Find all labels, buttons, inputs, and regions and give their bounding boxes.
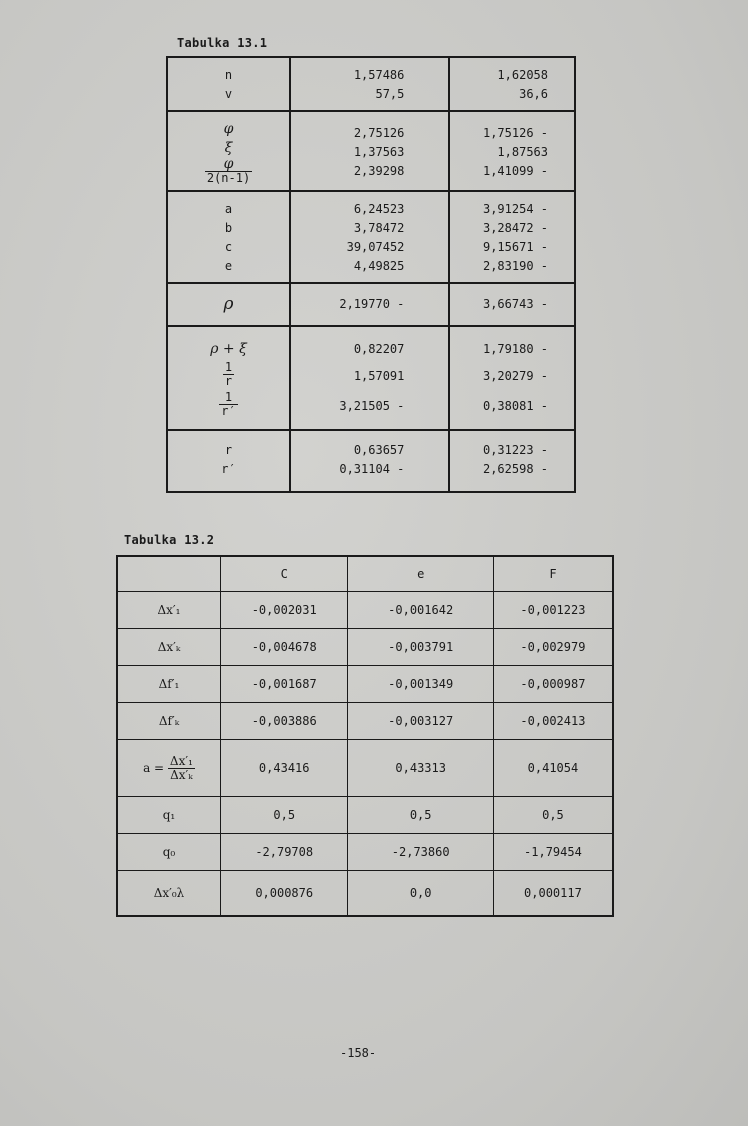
table-row — [117, 797, 613, 834]
cell-value: 39,07452 — [346, 240, 405, 254]
cell-value: 2,19770 - — [339, 297, 405, 311]
header-cell: C — [220, 556, 348, 592]
cell-value: -0,001223 — [493, 592, 613, 629]
fraction-numerator: φ — [205, 158, 252, 172]
row-label: r — [224, 443, 233, 457]
page-number: -158- — [340, 1046, 377, 1060]
cell-value: 1,57091 — [353, 369, 405, 383]
cell-value: -0,000987 — [493, 666, 613, 703]
cell-value: 0,5 — [348, 797, 493, 834]
cell-value: -0,004678 — [220, 629, 348, 666]
fraction-numerator: 1 — [224, 360, 233, 374]
table-row — [117, 834, 613, 871]
cell-value: 3,20279 - — [482, 369, 548, 383]
table-row — [117, 740, 613, 797]
row-label: n — [224, 68, 233, 82]
cell-value: -0,001687 — [220, 666, 348, 703]
cell-value: 3,21505 - — [339, 399, 405, 413]
cell-value: -2,79708 — [220, 834, 348, 871]
table1-caption: Tabulka 13.1 — [177, 36, 268, 50]
table1-group — [167, 191, 575, 283]
header-cell: F — [493, 556, 613, 592]
table-row — [117, 703, 613, 740]
table2 — [116, 555, 614, 917]
cell-value: 1,41099 - — [482, 163, 548, 178]
cell-value: 0,000117 — [493, 871, 613, 917]
cell-value: 1,37563 — [353, 144, 405, 159]
cell-value: -0,001349 — [348, 666, 493, 703]
fraction-denominator: Δx′ₖ — [170, 767, 193, 782]
table2-header-row — [117, 556, 613, 592]
cell-value: 4,49825 — [353, 259, 405, 273]
cell-value: 0,43313 — [348, 740, 493, 797]
row-label: e — [224, 259, 233, 273]
row-label: a — [224, 202, 233, 216]
fraction-label — [205, 158, 252, 185]
fraction-numerator: 1 — [219, 391, 237, 405]
cell-value: 0,43416 — [220, 740, 348, 797]
row-label: ρ — [223, 294, 234, 314]
table-row — [117, 629, 613, 666]
cell-value: 3,66743 - — [482, 297, 548, 311]
table1 — [166, 56, 576, 493]
cell-value: -0,003791 — [348, 629, 493, 666]
row-label: Δx′₀λ — [117, 871, 220, 917]
cell-value: -0,002979 — [493, 629, 613, 666]
cell-value: 2,62598 - — [482, 462, 548, 476]
cell-value: 0,31104 - — [339, 462, 405, 476]
row-label: Δf′ₖ — [117, 703, 220, 740]
cell-value: 0,5 — [220, 797, 348, 834]
fraction-label — [219, 391, 237, 418]
table1-group — [167, 326, 575, 430]
table1-group — [167, 283, 575, 326]
cell-value: 36,6 — [519, 87, 548, 101]
cell-value: 1,79180 - — [482, 342, 548, 356]
row-label: ρ + ξ — [210, 341, 247, 357]
cell-value: 3,78472 — [353, 221, 405, 235]
cell-value: -0,002413 — [493, 703, 613, 740]
cell-value: 6,24523 — [353, 202, 405, 216]
cell-value: 3,28472 - — [482, 221, 548, 235]
cell-value: 2,39298 — [353, 163, 405, 178]
row-label: v — [224, 87, 233, 101]
cell-value: -1,79454 — [493, 834, 613, 871]
row-label: φ — [223, 121, 234, 137]
header-cell — [117, 556, 220, 592]
table2-caption: Tabulka 13.2 — [124, 533, 215, 547]
table-row — [117, 666, 613, 703]
table-row — [117, 871, 613, 917]
table1-group — [167, 57, 575, 111]
cell-value: -2,73860 — [348, 834, 493, 871]
fraction-denominator: r — [224, 374, 233, 388]
cell-value: -0,003127 — [348, 703, 493, 740]
row-label: Δx′ₖ — [117, 629, 220, 666]
cell-value: 3,91254 - — [482, 202, 548, 216]
row-label: q₀ — [117, 834, 220, 871]
cell-value: 0,31223 - — [482, 443, 548, 457]
cell-value: 2,75126 — [353, 125, 405, 140]
cell-value: 0,82207 — [353, 342, 405, 356]
fraction-numerator: Δx′₁ — [169, 753, 193, 768]
row-label-fraction — [117, 740, 220, 797]
header-cell: e — [348, 556, 493, 592]
cell-value: 0,0 — [348, 871, 493, 917]
cell-value: 0,38081 - — [482, 399, 548, 413]
cell-value: -0,002031 — [220, 592, 348, 629]
cell-value: 57,5 — [375, 87, 405, 101]
fraction-denominator: r′ — [221, 404, 236, 418]
cell-value: 1,62058 — [497, 68, 548, 82]
cell-value: 0,63657 — [353, 443, 405, 457]
cell-value: -0,003886 — [220, 703, 348, 740]
cell-value: -0,001642 — [348, 592, 493, 629]
cell-value: 1,75126 - — [482, 125, 548, 140]
cell-value: 0,000876 — [220, 871, 348, 917]
fraction-label — [168, 755, 195, 782]
label-prefix: a = — [143, 760, 165, 775]
row-label: q₁ — [117, 797, 220, 834]
cell-value: 0,5 — [493, 797, 613, 834]
cell-value: 1,57486 — [353, 68, 405, 82]
table1-group — [167, 111, 575, 191]
fraction-label — [223, 361, 234, 388]
row-label: ξ — [224, 140, 233, 156]
cell-value: 2,83190 - — [482, 259, 548, 273]
cell-value: 9,15671 - — [482, 240, 548, 254]
table-row — [117, 592, 613, 629]
row-label: Δf′₁ — [117, 666, 220, 703]
row-label: r′ — [221, 462, 236, 476]
cell-value: 0,41054 — [493, 740, 613, 797]
row-label: Δx′₁ — [117, 592, 220, 629]
fraction-denominator: 2(n-1) — [206, 171, 251, 185]
row-label: b — [224, 221, 233, 235]
row-label: c — [224, 240, 233, 254]
table1-group — [167, 430, 575, 492]
cell-value: 1,87563 — [497, 144, 548, 159]
